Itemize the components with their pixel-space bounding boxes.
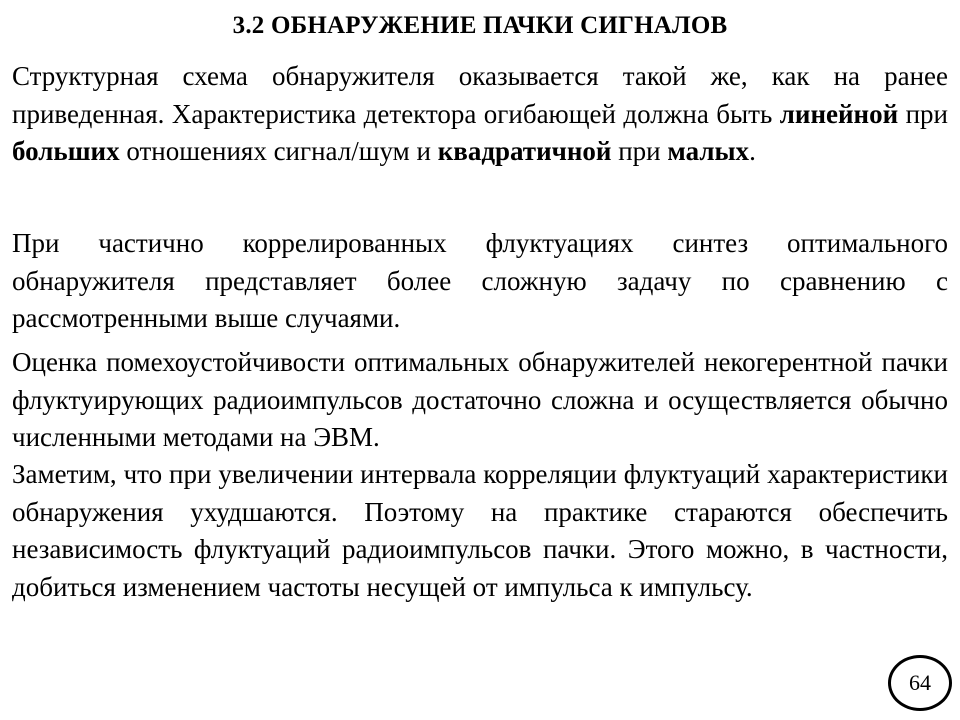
paragraph1-text-3: отношениях сигнал/шум и (119, 136, 438, 166)
paragraph1-text-2: при (898, 98, 949, 129)
emphasis-linear: линейной (779, 98, 899, 129)
paragraph1-text-1: Структурная схема обнаружителя оказывается такой же, как на ранее приведенная. Характеристика детектора огибающей должна быть (12, 61, 948, 129)
paragraph-correlation-interval: Заметим, что при увеличении интервала корреляции флуктуаций характеристики обнаружения ухудшаются. Поэтому на практике стараются обеспечить независимость флуктуаций радиоимпульсов пачки. Этого можно, в частности, добиться изменением частоты несущей от импульса к импульсу. (12, 459, 948, 602)
paragraph1-text-4: при (611, 136, 668, 166)
page-number: 64 (909, 670, 931, 695)
paragraph-noise-immunity: Оценка помехоустойчивости оптимальных обнаружителей некогерентной пачки флуктуирующих радиоимпульсов достаточно сложна и осуществляется обычно численными методами на ЭВМ. (12, 347, 948, 452)
emphasis-small: малых (667, 136, 750, 166)
paragraph1-text-5: . (749, 136, 756, 166)
paragraph-detector-characteristic (12, 58, 948, 171)
emphasis-quadratic: квадратичной (437, 136, 612, 166)
emphasis-large: больших (12, 136, 120, 166)
page-number-badge (888, 655, 952, 711)
slide-title: 3.2 ОБНАРУЖЕНИЕ ПАЧКИ СИГНАЛОВ (232, 12, 728, 39)
paragraph-correlated-fluctuations: При частично коррелированных флуктуациях синтез оптимального обнаружителя представляет более сложную задачу по сравнению с рассмотренными выше случаями. (12, 228, 948, 333)
